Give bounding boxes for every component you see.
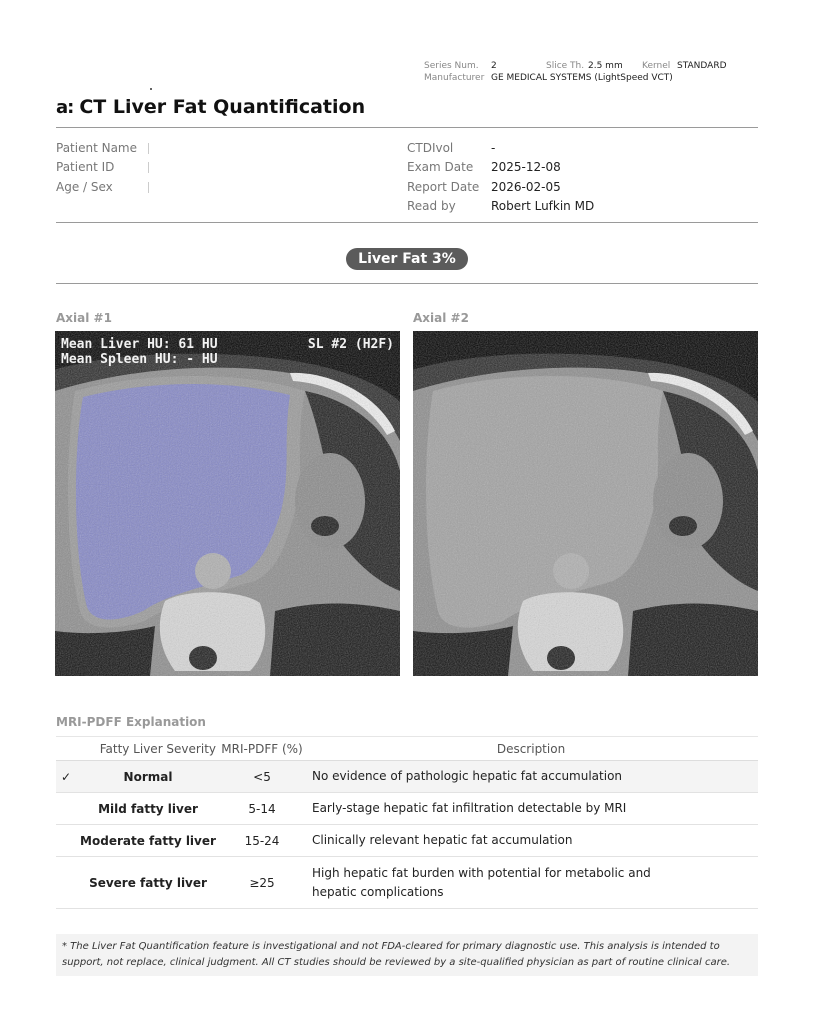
series-num-label: Series Num. [424,61,479,71]
patient-name-label: Patient Name [56,141,137,155]
exam-date-label: Exam Date [407,160,474,175]
description-cell: Early-stage hepatic fat infiltration detectable by MRI [304,793,758,825]
pdff-cell: 5-14 [220,793,304,825]
ct-overlay-text [61,337,394,367]
patient-name-value [148,143,149,154]
axial-2-label: Axial #2 [413,311,469,325]
exam-date-value: 2025-12-08 [491,160,561,175]
ct-image-axial-1[interactable] [55,331,400,676]
check-cell [56,857,76,909]
series-metadata [424,60,727,84]
mean-spleen-hu: Mean Spleen HU: - HU [61,352,218,367]
read-by-value: Robert Lufkin MD [491,198,595,213]
brand-logo: a: [56,96,74,118]
manufacturer-label: Manufacturer [424,73,485,83]
description-cell: Clinically relevant hepatic fat accumulation [304,825,758,857]
age-sex-label: Age / Sex [56,179,113,194]
patient-id-value [148,162,149,173]
report-header [56,96,365,118]
check-icon: ✓ [56,761,76,793]
divider [56,127,758,128]
check-cell [56,793,76,825]
header-severity: Fatty Liver Severity [76,737,220,761]
manufacturer-value: GE MEDICAL SYSTEMS (LightSpeed VCT) [491,73,673,83]
table-row [56,857,758,909]
description-cell: High hepatic fat burden with potential for metabolic and hepatic complications [304,857,758,909]
header-check [56,737,76,761]
header-description: Description [304,737,758,761]
result-summary [0,248,818,270]
check-cell [56,825,76,857]
kernel-label: Kernel [642,61,671,71]
ctdi-value: - [491,141,496,155]
ctdi-label: CTDIvol [407,141,454,155]
slice-label: Slice Th. [546,61,585,71]
ct-scan-graphic [413,331,758,676]
ct-image-axial-2[interactable] [413,331,758,676]
series-num-value: 2 [491,61,497,71]
kernel-value: STANDARD [677,61,727,71]
read-by-label: Read by [407,198,456,213]
divider [56,222,758,223]
page-title: CT Liver Fat Quantification [79,96,366,118]
slice-value: 2.5 mm [588,61,623,71]
table-row [56,761,758,793]
header-pdff: MRI-PDFF (%) [220,737,304,761]
age-sex-value [148,182,149,193]
axial-1-label: Axial #1 [56,311,112,325]
decorative-dot [150,88,152,90]
mri-pdff-table [56,736,758,909]
severity-cell: Normal [76,761,220,793]
disclaimer: * The Liver Fat Quantification feature is investigational and not FDA-cleared for primary diagnostic use. This analysis is intended to support, not replace, clinical judgment. All CT studies should be reviewed by a site-qualified physician as part of routine clinical care. [56,934,758,976]
slice-indicator: SL #2 (H2F) [307,337,394,352]
mean-liver-hu: Mean Liver HU: 61 HU [61,337,218,352]
mri-pdff-title: MRI-PDFF Explanation [56,715,206,729]
patient-info [56,139,149,197]
ct-scan-graphic [55,331,400,676]
table-row [56,825,758,857]
severity-cell: Mild fatty liver [76,793,220,825]
divider [56,283,758,284]
exam-info [407,139,594,216]
description-cell: No evidence of pathologic hepatic fat accumulation [304,761,758,793]
report-date-value: 2026-02-05 [491,179,561,194]
liver-fat-badge: Liver Fat 3% [346,248,468,270]
severity-cell: Severe fatty liver [76,857,220,909]
severity-cell: Moderate fatty liver [76,825,220,857]
table-row [56,793,758,825]
pdff-cell: 15-24 [220,825,304,857]
pdff-cell: ≥25 [220,857,304,909]
pdff-cell: <5 [220,761,304,793]
report-date-label: Report Date [407,179,480,194]
patient-id-label: Patient ID [56,160,115,175]
